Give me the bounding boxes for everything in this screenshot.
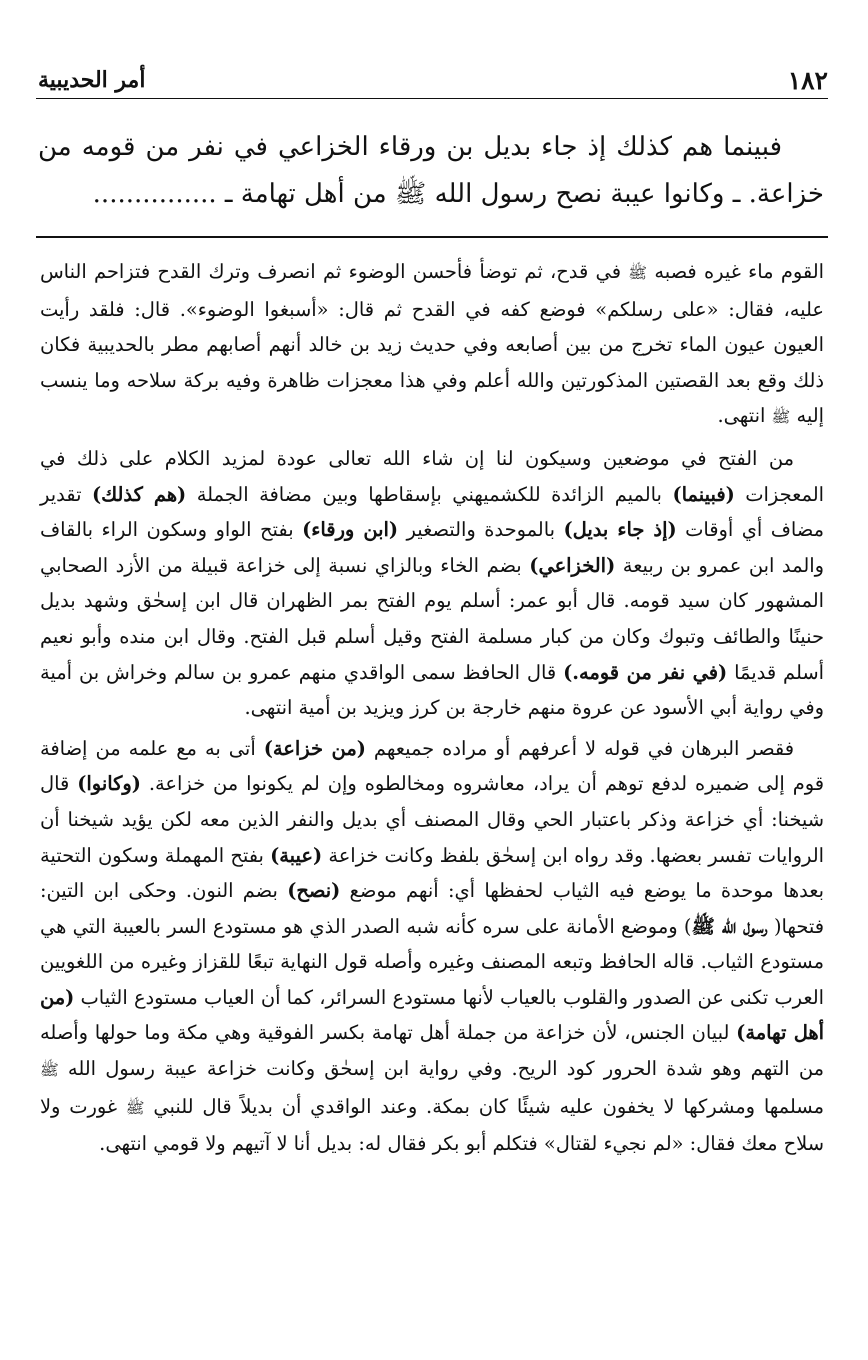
quoted-phrase: (ابن ورقاء)	[302, 518, 399, 542]
text-run: من الفتح في موضعين وسيكون لنا إن شاء الله تعالى عودة لمزيد الكلام على ذلك في المعجزات	[40, 446, 824, 506]
page-header	[38, 60, 828, 100]
quoted-phrase: رسول الله ﷺ	[691, 914, 768, 938]
text-run: انتهى.	[717, 404, 772, 428]
text-run: ) وموضع الأمانة على سره كأنه شبه الصدر الذي هو مستودع السر بالعيبة التي هي مستودع الثياب. قاله الحافظ وتبعه المصنف وغيره وأصله قول النهاية تبعًا للقزاز وغيره من اللغويين العرب تكنى عن الصدور والقلوب بالعياب لأنها مستودع السرائر، كما أن العياب مستودع الثياب	[40, 914, 824, 1009]
text-run: غورت ولا سلاح معك فقال: «لم نجيء لقتال» فتكلم أبو بكر فقال له: بديل أنا لا آتيهم ولا قومي انتهى.	[40, 1094, 824, 1156]
text-run: في قدح، ثم توضأ فأحسن الوضوء ثم انصرف وترك القدح فتزاحم الناس عليه، فقال: «على رسلكم» فوضع كفه في القدح ثم قال: «أسبغوا الوضوء». قال: فلقد رأيت العيون عيون الماء تخرج من بين أصابعه وفي حديث زيد بن خالد أنهم أصابهم مطر بالحديبية فكان ذلك وقع بعد القصتين المذكورتين والله أعلم وفي هذا معجزات ظاهرة وفيه بركة سلاحه وما ينسب إليه	[40, 260, 824, 428]
quoted-phrase: (هم كذلك)	[92, 482, 187, 506]
text-run: أتى به مع علمه من إضافة قوم إلى ضميره لدفع توهم أن يراد، معاشروه ومخالطوه وإن لم يكونوا من خزاعة.	[40, 736, 825, 796]
quoted-phrase: (إذ جاء بديل)	[563, 518, 677, 542]
text-run: بضم النون. وحكى ابن التين: فتحها(	[40, 879, 824, 938]
text-run: بالموحدة والتصغير	[398, 518, 564, 542]
text-run: قال الحافظ سمى الواقدي منهم عمرو بن سالم وخراش بن أمية وفي رواية أبي الأسود عن عروة منهم خارجة بن كرز ويزيد بن أمية انتهى.	[40, 660, 824, 720]
text-run: لبيان الجنس، لأن خزاعة من جملة أهل تهامة بكسر الفوقية وهي مكة وما حولها وأصله من التهم وهو شدة الحرور كود الريح. وفي رواية ابن إسحٰق وكانت خزاعة عيبة رسول الله	[40, 1021, 824, 1081]
text-run: بالميم الزائدة للكشميهني بإسقاطها وبين مضافة الجملة	[186, 482, 673, 506]
text-run: القوم ماء غيره فصبه	[647, 260, 824, 283]
quoted-phrase: (عيبة)	[270, 843, 323, 867]
hadith-text	[38, 124, 824, 218]
text-run: بفتح الواو وسكون الراء بالقاف والمد ابن عمرو بن ربيعة	[40, 518, 824, 577]
text-run: تقدير مضاف أي أوقات	[40, 482, 825, 542]
honorific-symbol: ﷺ	[40, 1061, 59, 1080]
page-number: ١٨٢	[787, 65, 828, 95]
quoted-phrase: (نصح)	[287, 879, 341, 903]
commentary-paragraph-2	[40, 441, 824, 726]
quoted-phrase: (الخزاعي)	[529, 553, 616, 577]
commentary-paragraph-1	[40, 254, 824, 436]
running-title: أمر الحديبية	[38, 67, 146, 93]
text-run: بضم الخاء وبالزاي نسبة إلى خزاعة قبيلة من الأزد الصحابي المشهور كان سيد قومه. قال أبو عمر: أسلم يوم الفتح بمر الظهران قال ابن إسحٰق وشهد بديل حنينًا والطائف وتبوك وكان من كبار مسلمة الفتح وقيل أسلم قبل الفتح. وقال ابن منده وأبو نعيم أسلم قديمًا	[40, 553, 824, 684]
hadith-paragraph: فبينما هم كذلك إذ جاء بديل بن ورقاء الخزاعي في نفر من قومه من خزاعة. ـ وكانوا عيبة نصح رسول الله ﷺ من أهل تهامة ـ ...............	[38, 132, 824, 209]
header-rule	[36, 98, 828, 99]
separator-rule	[36, 236, 828, 238]
text-run: بفتح المهملة وسكون التحتية بعدها موحدة ما يوضع فيه الثياب لحفظها أي: أنهم موضع	[40, 843, 825, 903]
quoted-phrase: (من خزاعة)	[263, 736, 366, 760]
quoted-phrase: (وكانوا)	[77, 772, 141, 796]
commentary-paragraph-3	[40, 731, 824, 1162]
quoted-phrase: (فبينما)	[672, 482, 735, 506]
text-run: مسلمها ومشركها لا يخفون عليه شيئًا كان بمكة. وعند الواقدي أن بديلاً قال للنبي	[144, 1094, 824, 1118]
honorific-symbol: ﷺ	[771, 408, 791, 427]
honorific-symbol: ﷺ	[125, 1098, 145, 1117]
commentary	[40, 254, 824, 1162]
honorific-symbol: ﷺ	[628, 264, 648, 282]
quoted-phrase: (في نفر من قومه.)	[563, 660, 728, 684]
text-run: قال شيخنا: أي خزاعة وذكر باعتبار الحي وقال المصنف أي بديل والنفر الذين معه لكن يؤيد شيخنا أن الروايات تفسر بعضها. وقد رواه ابن إسحٰق بلفظ وكانت خزاعة	[40, 772, 824, 867]
quoted-phrase: (من أهل تهامة)	[40, 985, 825, 1045]
text-run: فقصر البرهان في قوله لا أعرفهم أو مراده جميعهم	[365, 736, 794, 760]
